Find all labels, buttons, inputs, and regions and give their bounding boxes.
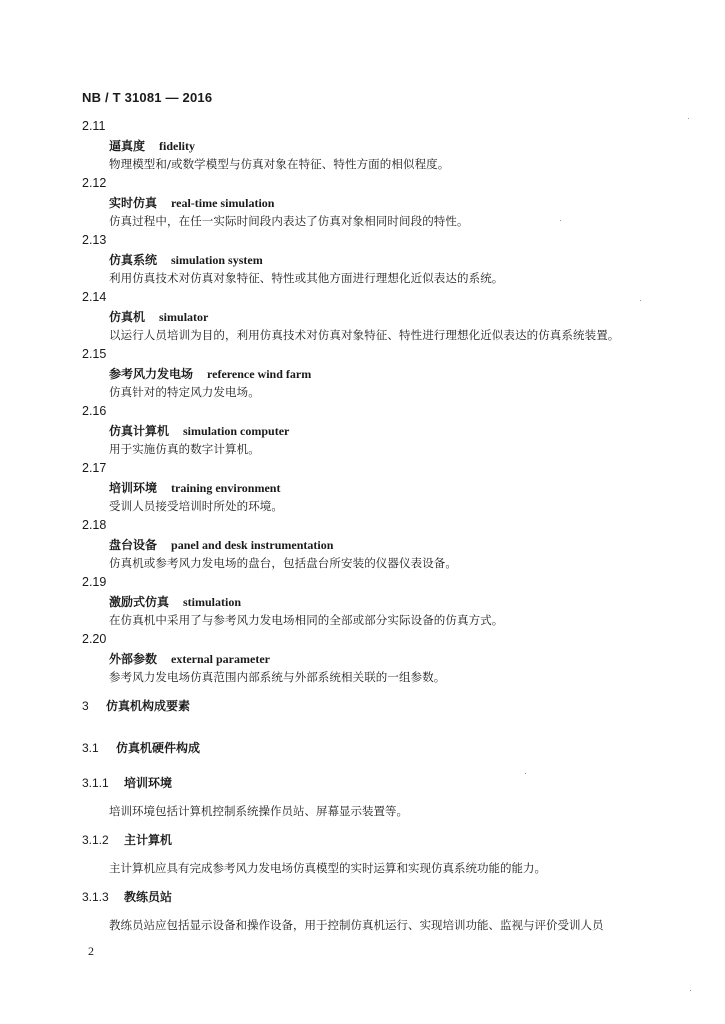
term-number: 2.19 [82,575,107,589]
section-number: 3 [82,699,89,713]
term-title-zh: 仿真系统 [109,253,158,267]
term-definition: 仿真机或参考风力发电场的盘台，包括盘台所安装的仪器仪表设备。 [109,556,457,570]
term-title-zh: 激励式仿真 [109,595,170,609]
scan-speck [690,990,691,991]
term-title [109,308,208,325]
scan-speck [560,220,561,221]
term-definition: 在仿真机中采用了与参考风力发电场相同的全部或部分实际设备的仿真方式。 [109,613,504,627]
term-title-en: simulation system [171,253,263,267]
scan-speck [640,300,641,301]
term-number: 2.16 [82,404,107,418]
term-definition: 仿真针对的特定风力发电场。 [109,385,260,399]
term-number: 2.11 [82,119,106,133]
subsection-heading [82,888,172,905]
term-title [109,650,270,667]
term-title-zh: 仿真计算机 [109,424,170,438]
term-definition: 受训人员接受培训时所处的环境。 [109,499,283,513]
term-title-en: reference wind farm [207,367,312,381]
subsection-title: 教练员站 [124,890,173,904]
term-title-zh: 逼真度 [109,139,146,153]
subsection-number: 3.1.2 [82,833,109,847]
page-number: 2 [88,944,94,958]
term-title-zh: 参考风力发电场 [109,367,194,381]
subsection-number: 3.1.3 [82,890,109,904]
term-number: 2.17 [82,461,107,475]
term-definition: 以运行人员培训为目的，利用仿真技术对仿真对象特征、特性进行理想化近似表达的仿真系统装置。 [109,328,620,342]
section-heading [82,697,190,714]
term-number: 2.15 [82,347,107,361]
term-number: 2.20 [82,632,107,646]
term-title-en: panel and desk instrumentation [171,538,334,552]
term-number: 2.14 [82,290,107,304]
subsection-title: 仿真机硬件构成 [116,741,201,755]
term-title [109,422,289,439]
scan-speck [525,773,526,774]
subsection-number: 3.1.1 [82,776,109,790]
subsection-title: 主计算机 [124,833,173,847]
term-title-zh: 实时仿真 [109,196,158,210]
term-title [109,365,311,382]
subsection-number: 3.1 [82,741,99,755]
term-number: 2.18 [82,518,107,532]
term-definition: 仿真过程中，在任一实际时间段内表达了仿真对象相同时间段的特性。 [109,214,469,228]
term-definition: 利用仿真技术对仿真对象特征、特性或其他方面进行理想化近似表达的系统。 [109,271,504,285]
term-definition: 参考风力发电场仿真范围内部系统与外部系统相关联的一组参数。 [109,670,446,684]
scan-speck [688,118,689,119]
term-title-zh: 外部参数 [109,652,158,666]
term-title [109,536,333,553]
term-title-en: external parameter [171,652,270,666]
term-number: 2.12 [82,176,107,190]
subsection-heading [82,831,172,848]
term-title [109,479,280,496]
paragraph: 主计算机应具有完成参考风力发电场仿真模型的实时运算和实现仿真系统功能的能力。 [109,861,546,875]
term-title-en: training environment [171,481,281,495]
term-title [109,593,241,610]
term-title-en: simulator [159,310,209,324]
term-title-zh: 仿真机 [109,310,146,324]
term-title [109,251,263,268]
term-title-en: simulation computer [183,424,290,438]
term-title [109,194,274,211]
subsection-title: 培训环境 [124,776,173,790]
paragraph: 培训环境包括计算机控制系统操作员站、屏幕显示装置等。 [109,804,408,818]
term-definition: 用于实施仿真的数字计算机。 [109,442,260,456]
term-title-zh: 培训环境 [109,481,158,495]
term-title-en: fidelity [159,139,196,153]
term-title-en: stimulation [183,595,242,609]
term-title-en: real-time simulation [171,196,275,210]
term-title [109,137,195,154]
subsection-heading [82,739,200,756]
term-number: 2.13 [82,233,107,247]
term-title-zh: 盘台设备 [109,538,158,552]
term-definition: 物理模型和/或数学模型与仿真对象在特征、特性方面的相似程度。 [109,157,450,171]
paragraph: 教练员站应包括显示设备和操作设备，用于控制仿真机运行、实现培训功能、监视与评价受训人员 [109,918,604,932]
section-title: 仿真机构成要素 [106,699,191,713]
standard-code-header: NB / T 31081 — 2016 [82,90,213,105]
subsection-heading [82,774,172,791]
